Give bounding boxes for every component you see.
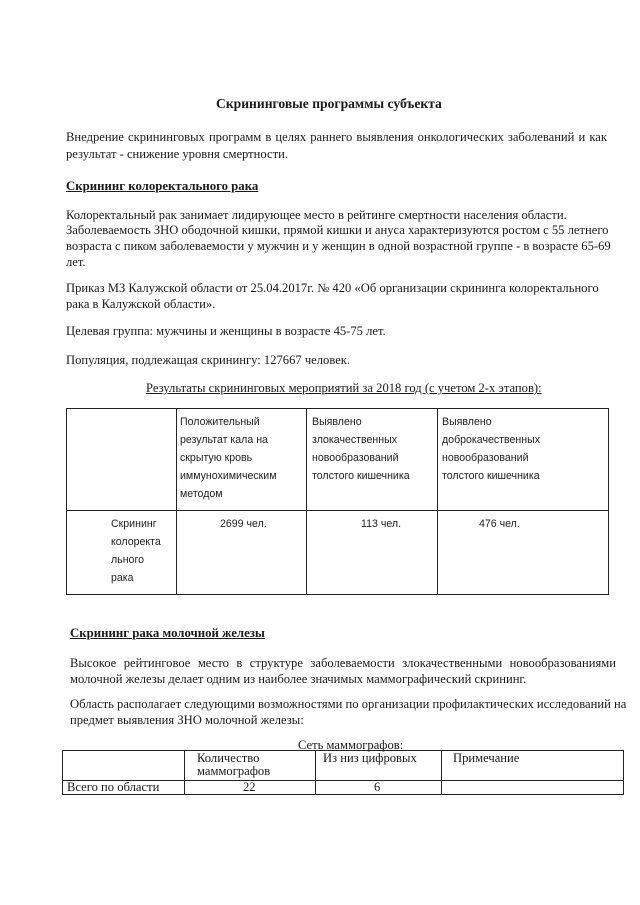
section-heading-breast: Скрининг рака молочной железы [70,626,265,640]
breast-para1-line-1: Высокое рейтинговое место в структуре заболеваемости злокачественными новообразованиями [70,656,616,670]
target-group: Целевая группа: мужчины и женщины в возрасте 45-75 лет. [66,324,386,338]
value-benign-found: 476 чел. [479,518,520,530]
value-digital-count: 6 [374,780,381,794]
breast-para2-line-1: Область располагает следующими возможностями по организации профилактических исследований на [70,697,627,711]
header-digital-count: Из низ цифровых [323,751,417,765]
intro-line-2: результат - снижение уровня смертности. [66,147,289,161]
colorectal-para1-line-1: Колоректальный рак занимает лидирующее место в рейтинге смертности населения области. [66,208,567,222]
value-malignant-found: 113 чел. [361,518,402,530]
value-positive-fecal-test: 2699 чел. [220,518,267,530]
header-positive-fecal-test: Положительный результат кала на скрытую кровь иммунохимическим методом [180,416,277,500]
intro-line-1: Внедрение скрининговых программ в целях раннего выявления онкологических заболеваний и как [66,130,607,144]
header-malignant-found: Выявлено злокачественных новообразований толстого кишечника [312,416,410,482]
order-line-2: рака в Калужской области». [66,297,216,311]
page-title: Скрининговые программы субъекта [216,96,442,111]
row-label-total-region: Всего по области [67,780,160,794]
colorectal-para1-line-3: возраста с пиком заболеваемости у мужчин и у женщин в одной возрастной группе - в возрасте 65-69 [66,239,611,253]
value-mammograph-count: 22 [243,780,256,794]
header-mammograph-count: Количество маммографов [197,751,271,778]
header-benign-found: Выявлено доброкачественных новообразований толстого кишечника [442,416,541,482]
section-heading-colorectal: Скрининг колоректального рака [66,179,259,193]
colorectal-para1-line-4: лет. [66,255,86,269]
mammograph-network-table [62,750,624,795]
row-label-colorectal-screening: Скрининг колоректа льного рака [111,518,161,584]
mammograph-table-caption: Сеть маммографов: [298,738,404,752]
colorectal-para1-line-2: Заболеваемость ЗНО ободочной кишки, прямой кишки и ануса характеризуются ростом с 55 летнего [66,223,609,237]
breast-para1-line-2: молочной железы делает одним из наиболее значимых маммографический скрининг. [70,672,527,686]
header-note: Примечание [453,751,520,765]
breast-para2-line-2: предмет выявления ЗНО молочной железы: [70,713,304,727]
order-line-1: Приказ МЗ Калужской области от 25.04.2017г. № 420 «Об организации скрининга колоректального [66,281,599,295]
results-caption: Результаты скрининговых мероприятий за 2018 год (с учетом 2-х этапов): [146,381,542,395]
colorectal-results-table [66,408,609,595]
population: Популяция, подлежащая скринингу: 127667 человек. [66,353,351,367]
